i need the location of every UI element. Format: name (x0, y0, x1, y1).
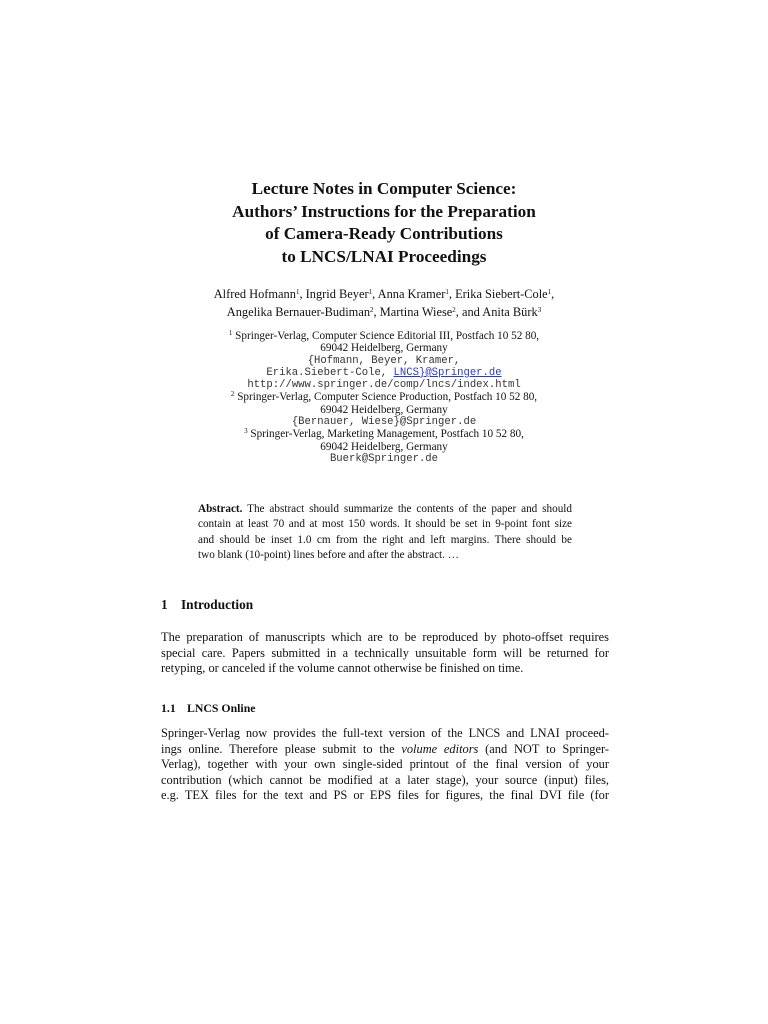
subsection-heading (161, 701, 256, 716)
affiliation-2: $^2$ Springer-Verlag, Computer Science Production, Postfach 10 52 80, (230, 390, 538, 404)
section-number: 1 (161, 597, 168, 612)
paragraph-line: special care. Papers submitted in a technically unsuitable form will be returned for (161, 645, 609, 660)
title-line: Authors’ Instructions for the Preparation (232, 201, 536, 221)
author-name: Anna Kramer (377, 287, 446, 301)
paragraph-line: Springer-Verlag now provides the full-text version of the LNCS and LNAI proceed- (161, 726, 609, 740)
affiliation-city: 69042 Heidelberg, Germany (320, 403, 448, 416)
paragraph-line: Verlag), together with your own single-sided printout of the final version of your (161, 757, 609, 772)
section-title: Introduction (181, 597, 254, 612)
author-list (0, 286, 768, 321)
paragraph (161, 726, 609, 804)
author-name: Angelika Bernauer-Budiman (226, 304, 371, 319)
author-name: Martina Wiese (379, 304, 453, 319)
title-line: of Camera-Ready Contributions (265, 224, 503, 243)
title-line: to LNCS/LNAI Proceedings (281, 246, 487, 266)
paragraph-line: ings online. Therefore please submit to the volume editors (and NOT to Springer- (161, 741, 609, 756)
subsection-title: LNCS Online (187, 701, 256, 715)
author-name: Erika Siebert-Cole (455, 287, 548, 301)
email-link[interactable]: LNCS}@Springer.de (393, 366, 502, 379)
section-heading (161, 597, 253, 613)
abstract-line: contain at least 70 and at most 150 words. It should be set in 9-point font size (198, 518, 572, 531)
affiliation-email: Erika.Siebert-Cole, LNCS}@Springer.de (266, 366, 502, 379)
paragraph-line: e.g. TEX files for the text and PS or EPS files for figures, the final DVI file (for (161, 788, 609, 803)
abstract-line: Abstract. The abstract should summarize the contents of the paper and should (198, 503, 572, 515)
abstract (198, 502, 572, 563)
subsection-number: 1.1 (161, 701, 176, 715)
paragraph-line: retyping, or canceled if the volume cannot otherwise be finished on time. (161, 661, 524, 676)
emphasis: volume editors (401, 741, 479, 756)
affiliation-3: $^3$ Springer-Verlag, Marketing Management, Postfach 10 52 80, (244, 427, 524, 441)
affiliations (0, 330, 768, 465)
affiliation-city: 69042 Heidelberg, Germany (320, 440, 448, 453)
author-name: Ingrid Beyer (305, 287, 369, 301)
author-line: Angelika Bernauer-Budiman$^2$, Martina Wiese$^2$, and Anita Bürk$^3$ (226, 304, 542, 319)
affiliation-email: {Hofmann, Beyer, Kramer, (307, 354, 461, 367)
author-line: Alfred Hofmann$^1$, Ingrid Beyer$^1$, Anna Kramer$^1$, Erika Siebert-Cole$^1$, (213, 287, 555, 301)
affiliation-1: $^1$ Springer-Verlag, Computer Science Editorial III, Postfach 10 52 80, (228, 329, 540, 342)
abstract-line: and should be inset 1.0 cm from the right and left margins. There should be (198, 533, 572, 546)
abstract-label: Abstract. (198, 503, 243, 515)
title-line: Lecture Notes in Computer Science: (251, 179, 517, 198)
affiliation-url[interactable]: http://www.springer.de/comp/lncs/index.html (247, 379, 521, 392)
affiliation-email: {Bernauer, Wiese}@Springer.de (291, 416, 477, 429)
affiliation-city: 69042 Heidelberg, Germany (320, 342, 448, 355)
paragraph-line: The preparation of manuscripts which are to be reproduced by photo-offset requires (161, 630, 609, 644)
affiliation-email: Buerk@Springer.de (329, 452, 439, 465)
paragraph-line: contribution (which cannot be modified at a later stage), your source (input) files, (161, 772, 609, 787)
paragraph (161, 630, 609, 677)
author-name: Alfred Hofmann (213, 287, 296, 301)
author-name: Anita Bürk (482, 304, 538, 319)
abstract-line: two blank (10-point) lines before and after the abstract. … (198, 548, 459, 561)
paper-title (0, 178, 768, 268)
